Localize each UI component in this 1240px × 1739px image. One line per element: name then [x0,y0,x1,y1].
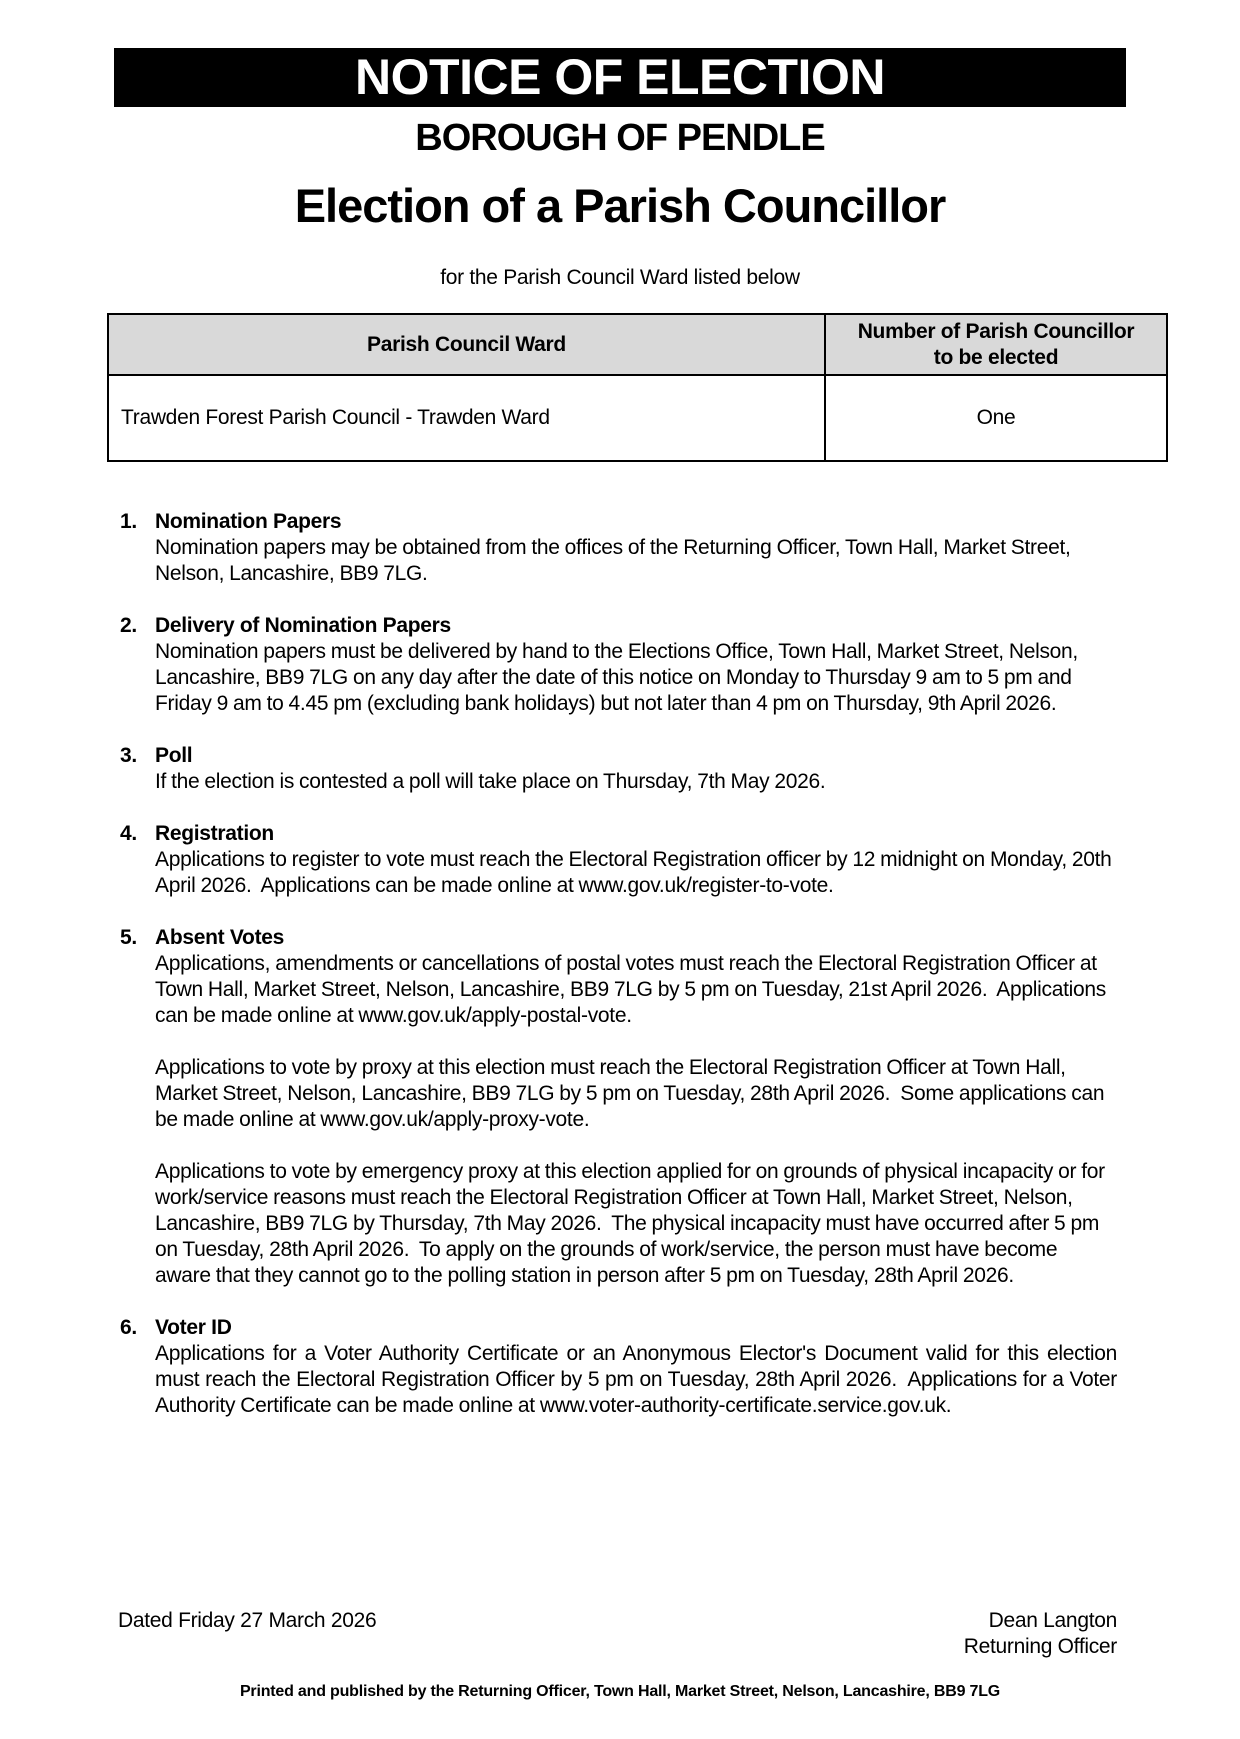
printed-published-line: Printed and published by the Returning Officer, Town Hall, Market Street, Nelson, Lancashire, BB9 7LG [239,1683,1001,1700]
section-heading: Voter ID [155,1316,232,1339]
ward-name-cell: Trawden Forest Parish Council - Trawden Ward [108,375,825,461]
officer-block [964,1608,1117,1660]
section-number: 3. [120,744,137,767]
section-paragraph: Applications to vote by proxy at this election must reach the Electoral Registration Officer at Town Hall, Market Street, Nelson, Lancashire, BB9 7LG by 5 pm on Tuesday, 28th April 2026. Some applications can be made online at www.gov.uk/apply-proxy-vote. [155,1056,1110,1131]
ward-table-header-number [825,314,1167,375]
section-content [155,821,1117,899]
notice-section [120,821,1117,899]
sections [120,509,1123,1419]
section-number: 6. [120,1316,137,1339]
section-number: 1. [120,510,137,533]
notice-banner [114,48,1126,107]
section-heading: Poll [155,744,193,767]
section-paragraph: Applications to register to vote must reach the Electoral Registration officer by 12 midnight on Monday, 20th April 2026. Applications can be made online at www.gov.uk/register-to-vote. [155,848,1116,897]
ward-table [107,313,1168,462]
borough-title: BOROUGH OF PENDLE [415,117,825,159]
section-content [155,509,1117,587]
number-column-label: Number of Parish Councillor to be elected [857,319,1135,369]
election-subtitle: for the Parish Council Ward listed below [440,266,800,289]
notice-section [120,743,1117,795]
section-body [155,535,1117,587]
table-row [108,375,1167,461]
ward-table-header-row [108,314,1167,375]
section-content [155,925,1117,1289]
section-content [155,613,1117,717]
notice-section [120,613,1117,717]
election-title: Election of a Parish Councillor [294,179,946,232]
section-number: 4. [120,822,137,845]
councillor-count-cell: One [825,375,1167,461]
section-paragraph: Applications for a Voter Authority Certificate or an Anonymous Elector's Document valid for this election must reach the Electoral Registration Officer by 5 pm on Tuesday, 28th April 2026. Applications for a Voter Authority Certificate can be made online at www.voter-authority-certificate.service.gov.uk. [155,1342,1123,1417]
officer-name: Dean Langton [988,1609,1117,1632]
section-body [155,769,1117,795]
notice-section [120,509,1117,587]
section-heading: Absent Votes [155,926,285,949]
section-body [155,951,1117,1289]
officer-title: Returning Officer [963,1635,1117,1658]
footer-row [118,1608,1117,1660]
section-heading: Nomination Papers [155,510,342,533]
section-heading: Delivery of Nomination Papers [155,614,451,637]
section-paragraph: Nomination papers must be delivered by hand to the Elections Office, Town Hall, Market Street, Nelson, Lancashire, BB9 7LG on any day after the date of this notice on Monday to Thursday 9 am to 5 pm and Friday 9 am to 4.45 pm (excluding bank holidays) but not later than 4 pm on Thursday, 9th April 2026. [155,640,1083,715]
section-heading: Registration [155,822,274,845]
ward-table-header-ward [108,314,825,375]
notice-section [120,1315,1123,1419]
section-number: 2. [120,614,137,637]
section-content [155,1315,1123,1419]
section-paragraph: Applications, amendments or cancellations of postal votes must reach the Electoral Registration Officer at Town Hall, Market Street, Nelson, Lancashire, BB9 7LG by 5 pm on Tuesday, 21st April 2026. Applications can be made online at www.gov.uk/apply-postal-vote. [155,952,1111,1027]
section-paragraph: If the election is contested a poll will take place on Thursday, 7th May 2026. [155,770,826,793]
dated-line: Dated Friday 27 March 2026 [118,1609,377,1632]
section-body [155,1341,1123,1419]
section-paragraph: Applications to vote by emergency proxy at this election applied for on grounds of physical incapacity or for work/service reasons must reach the Electoral Registration Officer at Town Hall, Market Street, Nelson, Lancashire, BB9 7LG by Thursday, 7th May 2026. The physical incapacity must have occurred after 5 pm on Tuesday, 28th April 2026. To apply on the grounds of work/service, the person must have become aware that they cannot go to the polling station in person after 5 pm on Tuesday, 28th April 2026. [155,1160,1110,1287]
notice-section [120,925,1117,1289]
section-paragraph: Nomination papers may be obtained from the offices of the Returning Officer, Town Hall, Market Street, Nelson, Lancashire, BB9 7LG. [155,536,1076,585]
section-body [155,639,1117,717]
notice-banner-title: NOTICE OF ELECTION [355,49,885,105]
section-content [155,743,1117,795]
ward-column-label: Parish Council Ward [367,332,566,356]
section-body [155,847,1117,899]
section-number: 5. [120,926,137,949]
